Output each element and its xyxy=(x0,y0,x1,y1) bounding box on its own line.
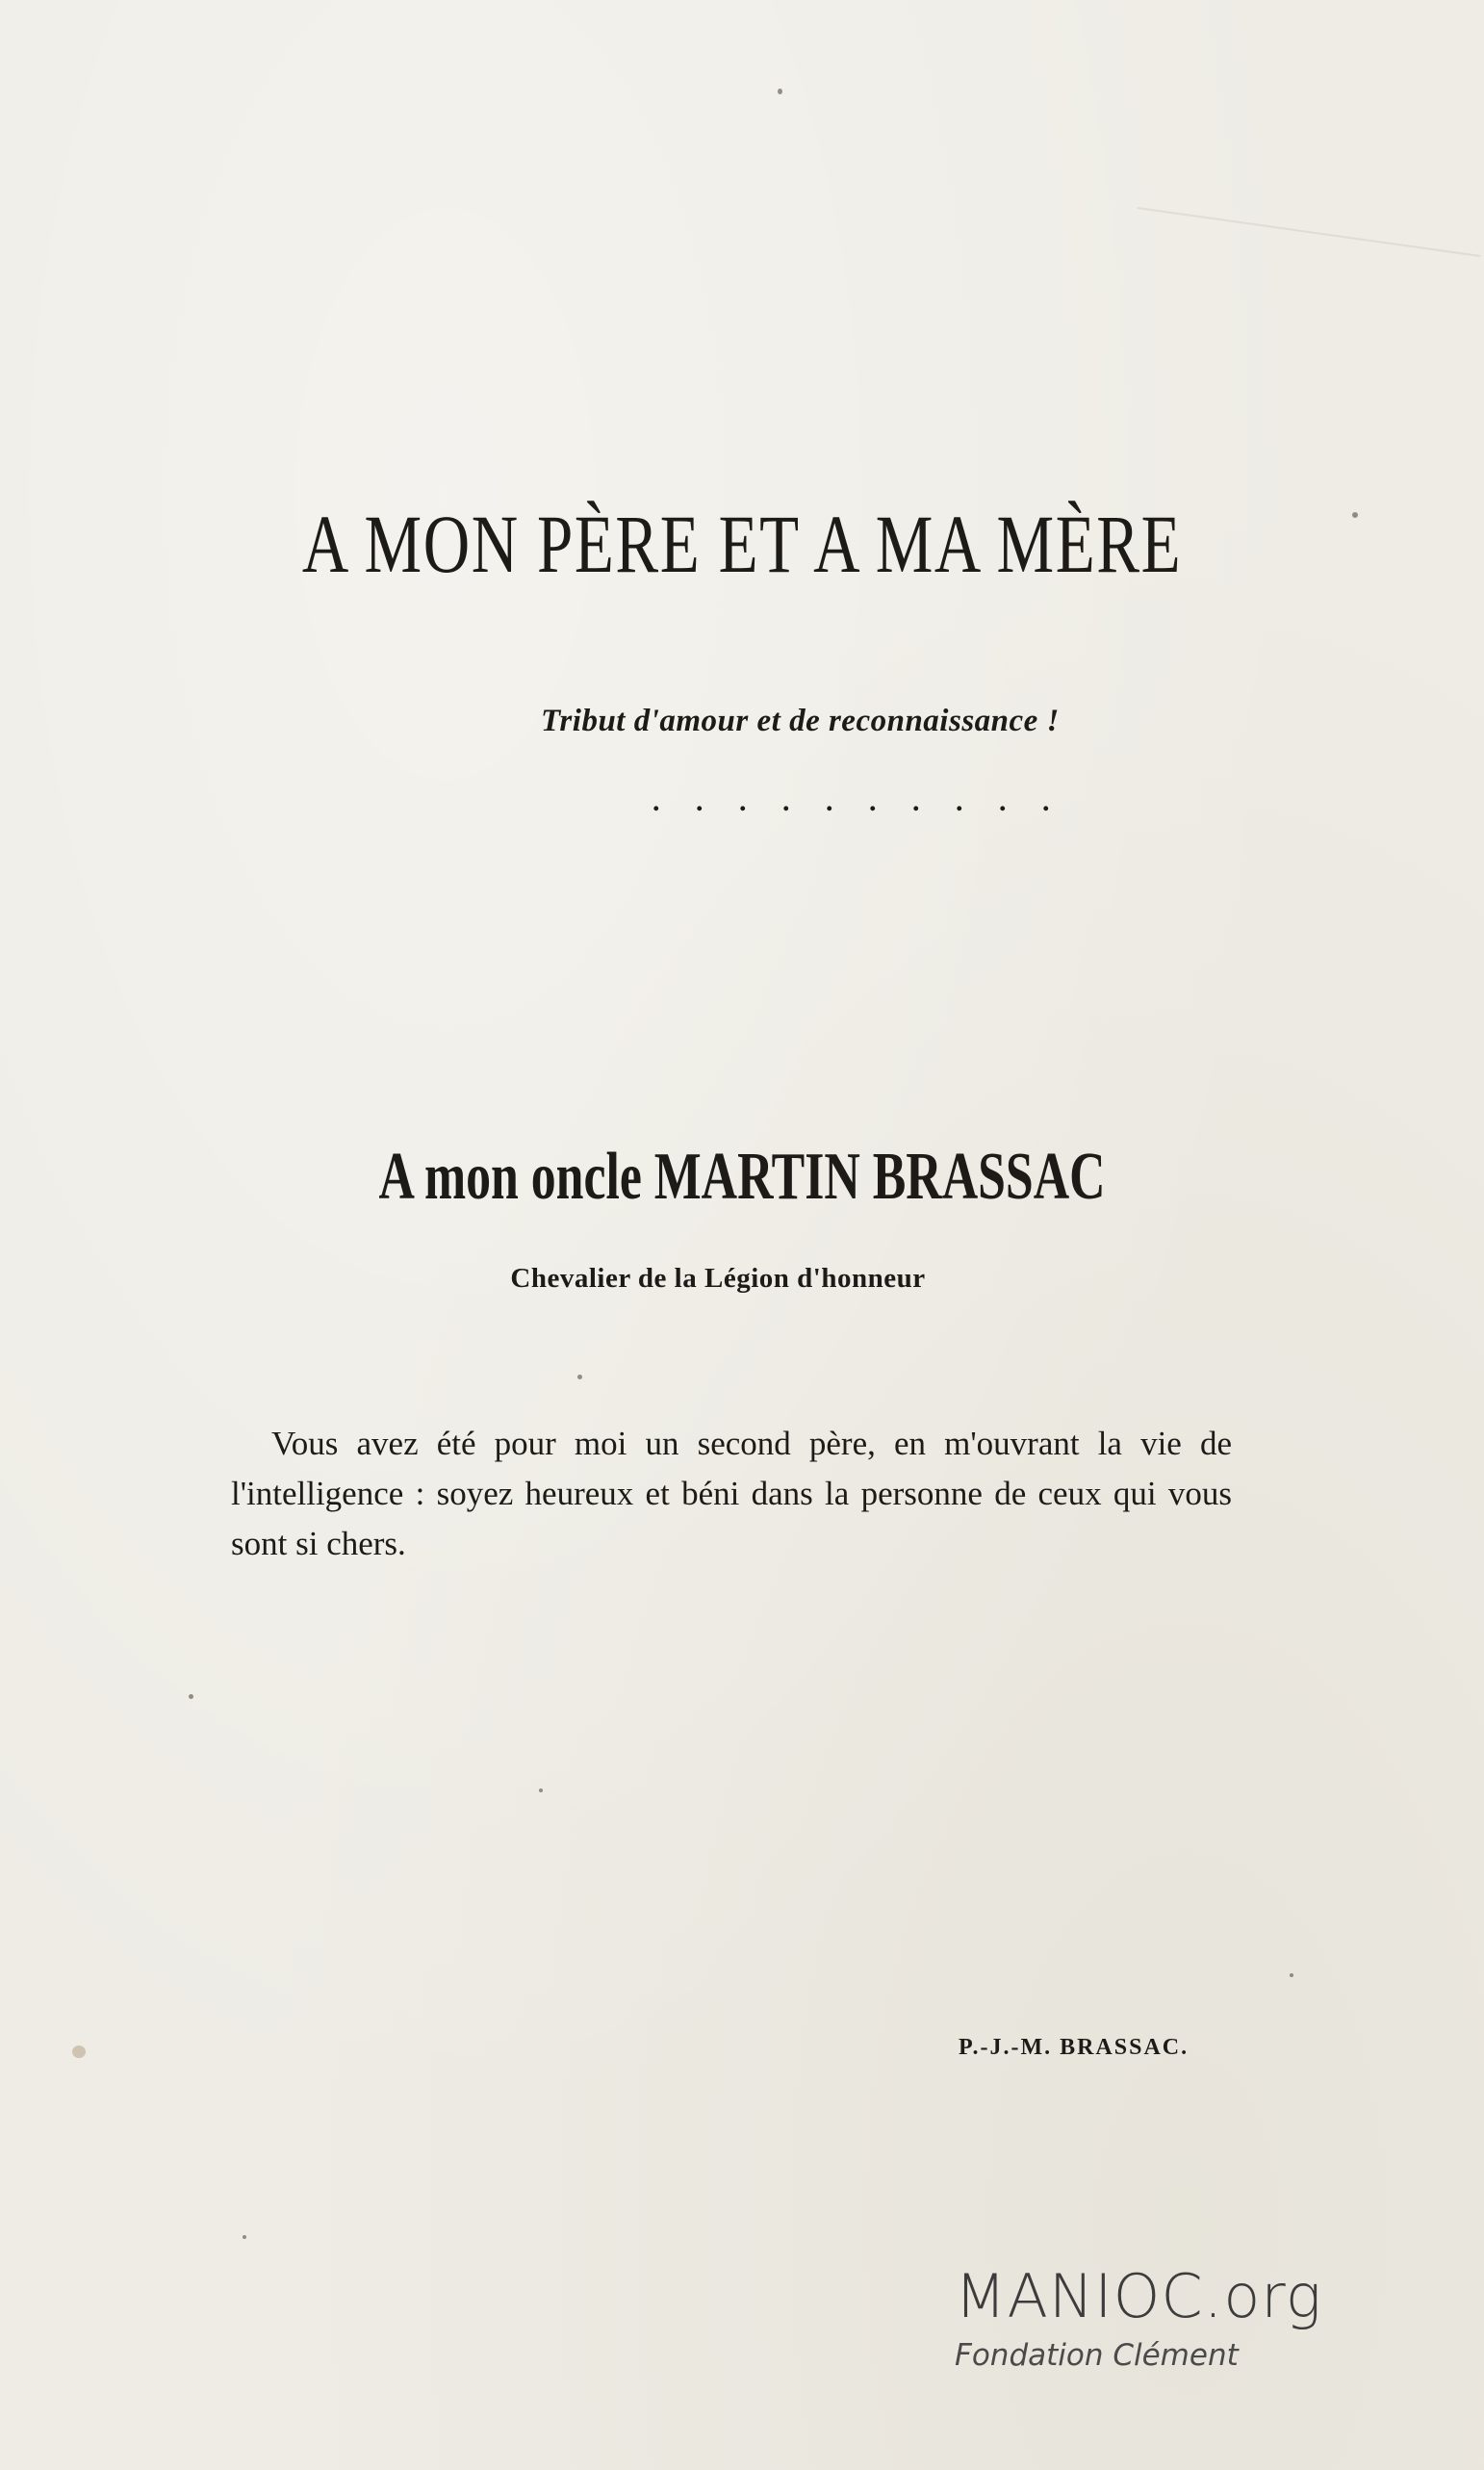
honor-title: Chevalier de la Légion d'honneur xyxy=(510,1263,926,1294)
paper-speck xyxy=(539,1788,543,1792)
bleed-through xyxy=(250,578,268,655)
manioc-logo: MANIOC.org xyxy=(955,2261,1322,2331)
foundation-credit: Fondation Clément xyxy=(955,2338,1239,2373)
paper-speck xyxy=(72,2045,86,2058)
paper-speck xyxy=(778,89,782,94)
dotted-separator: . . . . . . . . . . xyxy=(652,785,1064,817)
subtitle: Tribut d'amour et de reconnaissance ! xyxy=(541,704,1060,738)
signature: P.-J.-M. BRASSAC. xyxy=(959,2035,1190,2060)
paper-speck xyxy=(1290,1973,1293,1977)
dedication-paragraph: Vous avez été pour moi un second père, en m'ouvrant la vie de l'intelligence : soyez heureux et béni dans la personne de ceux qui vous sont si chers. xyxy=(231,1425,1232,1562)
paper-speck xyxy=(577,1375,582,1379)
dedication-heading: A mon oncle MARTIN BRASSAC xyxy=(378,1140,1106,1214)
paper-speck xyxy=(189,1694,193,1699)
page-title: A MON PÈRE ET A MA MÈRE xyxy=(301,498,1183,590)
paper-fold-line xyxy=(1138,207,1481,257)
paper-speck xyxy=(243,2235,246,2239)
paper-speck xyxy=(1352,512,1358,518)
